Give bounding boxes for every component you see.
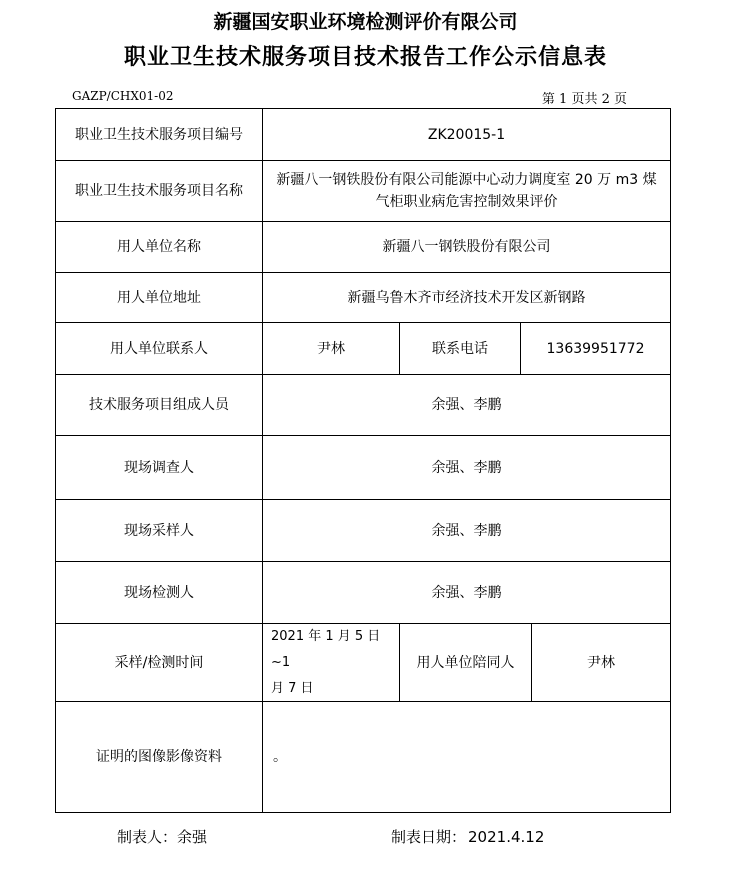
row-investigator — [56, 436, 670, 500]
project-name-value: 新疆八一钢铁股份有限公司能源中心动力调度室 20 万 m3 煤气柜职业病危害控制效果评价 — [262, 161, 670, 221]
investigator-label: 现场调查人 — [124, 459, 194, 476]
row-employer-name — [56, 222, 670, 273]
row-employer-address — [56, 273, 670, 323]
evidence-label: 证明的图像影像资料 — [96, 749, 222, 765]
companion-value: 尹林 — [531, 624, 670, 701]
sampler-value: 余强、李鹏 — [262, 500, 670, 561]
sampler-label: 现场采样人 — [124, 522, 194, 539]
contact-label: 用人单位联系人 — [110, 340, 208, 357]
employer-name-value: 新疆八一钢铁股份有限公司 — [262, 222, 670, 272]
table-date-value: 2021.4.12 — [468, 828, 545, 846]
sampling-time-value — [262, 624, 399, 701]
row-project-number — [56, 109, 670, 161]
project-name-label: 职业卫生技术服务项目名称 — [75, 183, 243, 199]
contact-name: 尹林 — [262, 323, 399, 374]
row-team — [56, 375, 670, 436]
investigator-value: 余强、李鹏 — [262, 436, 670, 499]
employer-name-label: 用人单位名称 — [117, 239, 201, 255]
sampling-time-line1: 2021 年 1 月 5 日~1 — [271, 628, 381, 670]
contact-phone-label: 联系电话 — [399, 323, 520, 374]
table-maker-name: 余强 — [177, 828, 208, 846]
sampling-time-line2: 月 7 日 — [271, 680, 314, 696]
employer-address-value: 新疆乌鲁木齐市经济技术开发区新钢路 — [262, 273, 670, 322]
info-table — [55, 108, 671, 813]
row-contact — [56, 323, 670, 375]
team-value: 余强、李鹏 — [262, 375, 670, 435]
project-number-label: 职业卫生技术服务项目编号 — [75, 126, 243, 143]
table-date-label: 制表日期： — [391, 828, 467, 846]
row-tester — [56, 562, 670, 624]
tester-value: 余强、李鹏 — [262, 562, 670, 623]
row-sampling-time — [56, 624, 670, 702]
form-title: 职业卫生技术服务项目技术报告工作公示信息表 — [123, 44, 607, 70]
company-name: 新疆国安职业环境检测评价有限公司 — [213, 11, 518, 33]
table-maker-label: 制表人： — [117, 828, 178, 846]
tester-label: 现场检测人 — [124, 584, 194, 601]
row-evidence — [56, 702, 670, 812]
row-project-name — [56, 161, 670, 222]
project-number-value: ZK20015-1 — [262, 109, 670, 160]
employer-address-label: 用人单位地址 — [117, 289, 201, 306]
table-maker — [117, 826, 207, 847]
table-date — [389, 826, 544, 847]
page-number: 第 1 页共 2 页 — [541, 92, 627, 107]
evidence-value: 。 — [262, 702, 670, 812]
companion-label: 用人单位陪同人 — [399, 624, 531, 701]
row-sampler — [56, 500, 670, 562]
contact-phone: 13639951772 — [520, 323, 670, 374]
document-number: GAZP/CHX01-02 — [72, 89, 174, 103]
sampling-time-label: 采样/检测时间 — [114, 654, 204, 671]
team-label: 技术服务项目组成人员 — [89, 397, 229, 413]
